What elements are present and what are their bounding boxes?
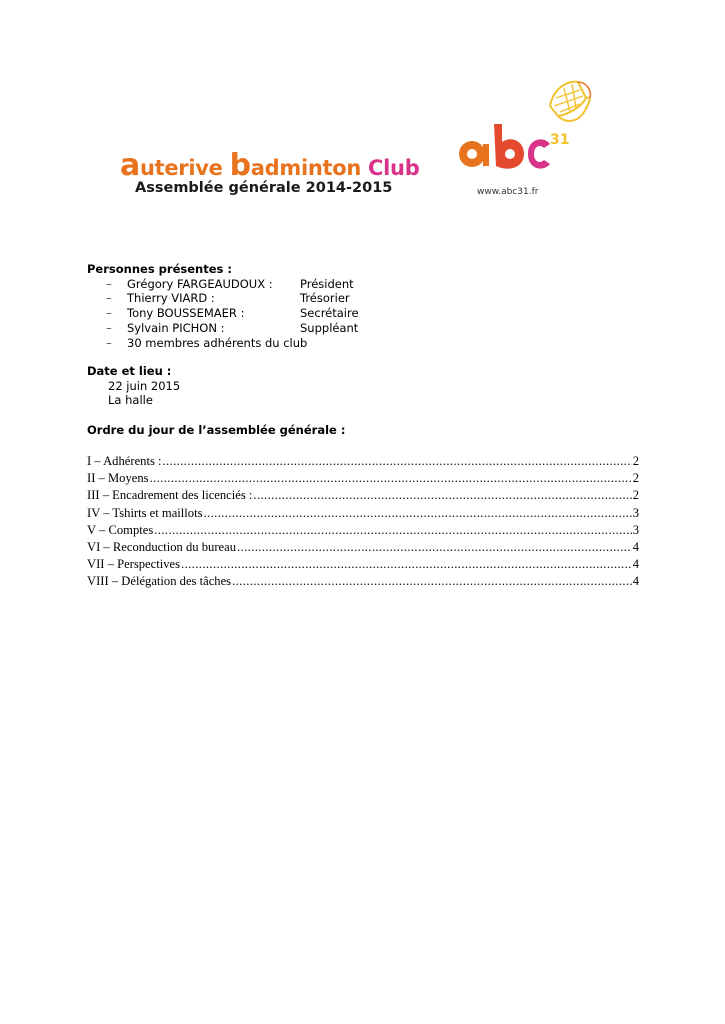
toc-page-number: 4 bbox=[632, 574, 639, 589]
list-item bbox=[87, 277, 359, 292]
toc-label: VII – Perspectives bbox=[87, 557, 181, 572]
toc-page-number: 4 bbox=[632, 540, 639, 555]
toc-label: IV – Tshirts et maillots bbox=[87, 505, 203, 520]
attendee-role: Trésorier bbox=[300, 291, 350, 306]
attendee-name: Grégory FARGEAUDOUX : bbox=[127, 276, 273, 291]
meeting-date: 22 juin 2015 bbox=[108, 378, 181, 393]
list-dash: – bbox=[106, 335, 112, 350]
attendee-name: Thierry VIARD : bbox=[127, 291, 215, 306]
toc-entry[interactable] bbox=[87, 505, 639, 522]
toc-leader bbox=[181, 556, 632, 573]
logo-number: 31 bbox=[550, 132, 570, 148]
toc-label: VI – Reconduction du bureau bbox=[87, 540, 236, 555]
toc-page-number: 4 bbox=[632, 557, 639, 572]
toc-page-number: 2 bbox=[632, 454, 639, 468]
agenda-heading: Ordre du jour de l’assemblée générale : bbox=[87, 423, 346, 437]
meeting-place: La halle bbox=[108, 393, 153, 408]
toc-entry[interactable] bbox=[87, 470, 639, 487]
toc-entry[interactable] bbox=[87, 539, 639, 556]
list-item bbox=[87, 336, 359, 351]
website-url[interactable]: www.abc31.fr bbox=[477, 187, 539, 197]
attendee-role: Président bbox=[300, 276, 354, 291]
list-item bbox=[87, 321, 359, 336]
agenda-section bbox=[87, 423, 345, 438]
toc-leader bbox=[150, 470, 632, 487]
list-item bbox=[87, 291, 359, 306]
title-word-club: Club bbox=[368, 156, 420, 180]
list-dash: – bbox=[106, 276, 112, 291]
toc-label: V – Comptes bbox=[87, 522, 154, 537]
toc-leader bbox=[154, 522, 631, 539]
club-title bbox=[120, 148, 419, 183]
toc-label: III – Encadrement des licenciés : bbox=[87, 488, 253, 503]
toc-label: I – Adhérents : bbox=[87, 454, 162, 468]
attendee-role: Secrétaire bbox=[300, 306, 359, 321]
title-word-badminton: adminton bbox=[250, 156, 369, 180]
logo-letters-icon bbox=[459, 124, 550, 169]
club-logo bbox=[452, 78, 597, 178]
attendee-name: 30 membres adhérents du club bbox=[127, 335, 308, 350]
attendees-section bbox=[87, 262, 359, 350]
title-initial-a: a bbox=[120, 148, 140, 183]
table-of-contents bbox=[87, 453, 639, 591]
toc-page-number: 2 bbox=[632, 488, 639, 503]
attendee-name: Tony BOUSSEMAER : bbox=[127, 306, 245, 321]
toc-leader bbox=[163, 453, 632, 470]
list-dash: – bbox=[106, 291, 112, 306]
attendee-name: Sylvain PICHON : bbox=[127, 320, 225, 335]
toc-leader bbox=[204, 505, 632, 522]
toc-leader bbox=[232, 573, 632, 590]
toc-entry[interactable] bbox=[87, 453, 639, 470]
attendee-role: Suppléant bbox=[300, 320, 359, 335]
toc-entry[interactable] bbox=[87, 556, 639, 573]
toc-leader bbox=[237, 539, 632, 556]
toc-leader bbox=[253, 487, 631, 504]
toc-entry[interactable] bbox=[87, 522, 639, 539]
toc-page-number: 3 bbox=[632, 522, 639, 537]
list-dash: – bbox=[106, 306, 112, 321]
toc-page-number: 2 bbox=[632, 471, 639, 486]
toc-entry[interactable] bbox=[87, 487, 639, 504]
toc-page-number: 3 bbox=[632, 505, 639, 520]
attendees-heading: Personnes présentes : bbox=[87, 262, 232, 276]
document-subtitle: Assemblée générale 2014-2015 bbox=[135, 180, 393, 196]
list-dash: – bbox=[106, 320, 112, 335]
attendees-list bbox=[87, 277, 359, 351]
toc-label: II – Moyens bbox=[87, 471, 149, 486]
toc-label: VIII – Délégation des tâches bbox=[87, 574, 232, 589]
date-place-heading: Date et lieu : bbox=[87, 364, 172, 378]
toc-entry[interactable] bbox=[87, 573, 639, 590]
date-place-section bbox=[87, 364, 180, 408]
list-item bbox=[87, 306, 359, 321]
title-word-auterive: uterive bbox=[139, 156, 230, 180]
title-initial-b: b bbox=[229, 148, 251, 183]
shuttlecock-icon bbox=[550, 82, 590, 121]
